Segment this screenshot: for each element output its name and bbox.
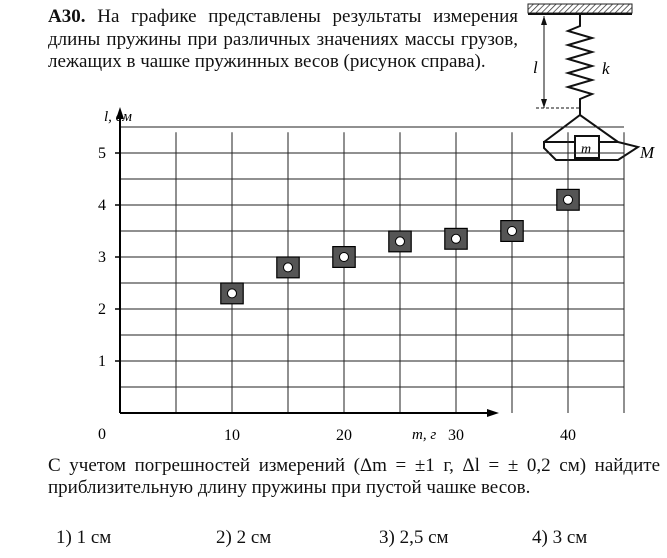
question-number: А30. bbox=[48, 6, 86, 27]
origin-label: 0 bbox=[98, 426, 106, 443]
question-body: На графике представлены результаты измерения длины пружины при различных значениях массы грузов, лежащих в чашке пружинных весов (рисунок справа). bbox=[48, 6, 519, 72]
data-point bbox=[452, 234, 461, 243]
data-point bbox=[508, 227, 517, 236]
data-point bbox=[396, 237, 405, 246]
question-text bbox=[48, 6, 518, 74]
x-axis-arrow-icon bbox=[487, 409, 499, 417]
y-tick-label: 4 bbox=[98, 197, 106, 214]
mass-label: m bbox=[581, 142, 592, 157]
x-tick-label: 10 bbox=[224, 427, 240, 444]
x-axis-label: m, г bbox=[412, 427, 437, 443]
pan-label: M bbox=[640, 143, 655, 162]
y-tick-label: 2 bbox=[98, 301, 106, 318]
data-point bbox=[340, 253, 349, 262]
data-point bbox=[228, 289, 237, 298]
spring-icon bbox=[568, 14, 592, 108]
spring-scale-figure bbox=[520, 0, 660, 175]
data-point bbox=[564, 195, 573, 204]
y-tick-label: 1 bbox=[98, 353, 106, 370]
x-tick-label: 30 bbox=[448, 427, 464, 444]
length-label: l bbox=[533, 58, 538, 77]
scatter-chart bbox=[70, 105, 576, 444]
answer-option-3[interactable]: 3) 2,5 см bbox=[379, 527, 449, 548]
y-tick-label: 3 bbox=[98, 249, 106, 266]
x-tick-label: 20 bbox=[336, 427, 352, 444]
chart-ticks bbox=[98, 145, 667, 444]
y-axis-label: l, см bbox=[104, 109, 132, 125]
answer-option-2[interactable]: 2) 2 см bbox=[216, 527, 272, 548]
data-point bbox=[284, 263, 293, 272]
spring-label: k bbox=[602, 59, 610, 78]
x-tick-label: 40 bbox=[560, 427, 576, 444]
y-tick-label: 5 bbox=[98, 145, 106, 162]
task-text: С учетом погрешностей измерений (Δm = ±1 г, Δl = ± 0,2 см) найдите приблизительную длину пружины при пустой чашке весов. bbox=[48, 455, 660, 498]
answer-option-1[interactable]: 1) 1 см bbox=[56, 527, 112, 548]
answer-option-4[interactable]: 4) 3 см bbox=[532, 527, 588, 548]
